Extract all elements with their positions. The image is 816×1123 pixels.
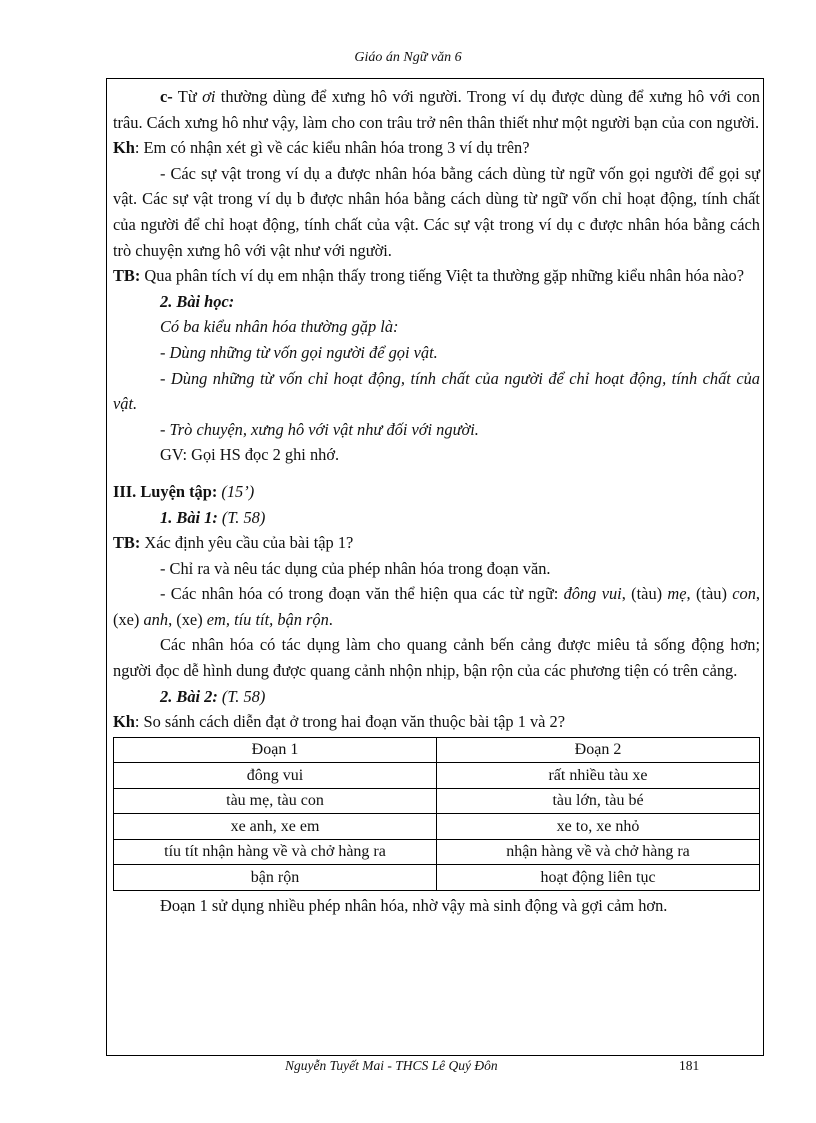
table-row: [114, 814, 760, 840]
teacher-instruction: GV: Gọi HS đọc 2 ghi nhớ.: [160, 445, 340, 465]
question-kh-2: Kh: So sánh cách diễn đạt ở trong hai đoạn văn thuộc bài tập 1 và 2?: [113, 712, 566, 732]
lesson-item-3: - Trò chuyện, xưng hô với vật như đối với người.: [160, 419, 479, 439]
page-header-title: Giáo án Ngữ văn 6: [354, 50, 462, 65]
table-cell: hoạt động liên tục: [437, 865, 760, 891]
lesson-content: [113, 84, 760, 918]
paragraph-c: c- Từ ơi thường dùng để xưng hô với người. Trong ví dụ được dùng để xưng hô với con trâu. Cách xưng hô như vậy, làm cho con trâu trở nên thân thiết như một người bạn của con người.: [113, 87, 761, 132]
table-row: [114, 839, 760, 865]
table-row: [114, 763, 760, 789]
exercise-2-heading: 2. Bài 2: (T. 58): [160, 686, 266, 706]
footer-author: Nguyễn Tuyết Mai - THCS Lê Quý Đôn: [285, 1058, 498, 1073]
lesson-intro: Có ba kiểu nhân hóa thường gặp là:: [160, 317, 399, 337]
table-cell: xe anh, xe em: [114, 814, 437, 840]
exercise-1-effect: Các nhân hóa có tác dụng làm cho quang cảnh bến cảng được miêu tả sống động hơn; người đọc dễ hình dung được quang cảnh nhộn nhịp, bận rộn của các phương tiện có trên cảng.: [113, 635, 760, 681]
table-header-cell: Đoạn 2: [437, 737, 760, 763]
lesson-item-1: - Dùng những từ vốn gọi người để gọi vật.: [160, 342, 438, 362]
table-row: [114, 865, 760, 891]
lesson-item-2: - Dùng những từ vốn chỉ hoạt động, tính chất của người để chỉ hoạt động, tính chất của vật.: [113, 368, 760, 414]
table-row: [114, 788, 760, 814]
table-cell: xe to, xe nhỏ: [437, 814, 760, 840]
table-cell: rất nhiều tàu xe: [437, 763, 760, 789]
table-header-row: [114, 737, 760, 763]
exercise-1-line-1: - Chỉ ra và nêu tác dụng của phép nhân hóa trong đoạn văn.: [160, 558, 551, 578]
table-header-cell: Đoạn 1: [114, 737, 437, 763]
question-tb-1: TB: Qua phân tích ví dụ em nhận thấy trong tiếng Việt ta thường gặp những kiểu nhân hóa nào?: [113, 266, 745, 286]
lesson-heading: 2. Bài học:: [160, 291, 235, 311]
page-number: 181: [679, 1058, 700, 1073]
conclusion: Đoạn 1 sử dụng nhiều phép nhân hóa, nhờ vậy mà sinh động và gợi cảm hơn.: [160, 895, 668, 915]
question-kh-1: Kh: Em có nhận xét gì về các kiểu nhân hóa trong 3 ví dụ trên?: [113, 138, 530, 158]
table-cell: nhận hàng về và chở hàng ra: [437, 839, 760, 865]
table-cell: tíu tít nhận hàng về và chở hàng ra: [114, 839, 437, 865]
question-tb-2: TB: Xác định yêu cầu của bài tập 1?: [113, 533, 354, 553]
comparison-table: [113, 737, 760, 891]
answer-1: - Các sự vật trong ví dụ a được nhân hóa bằng cách dùng từ ngữ vốn gọi người để gọi sự vật. Các sự vật trong ví dụ b được nhân hóa bằng cách dùng từ ngữ vốn chỉ hoạt động, tính chất của người để chỉ hoạt động, tính chất của vật. Các sự vật trong ví dụ c được nhân hóa bằng cách trò chuyện xưng hô với vật như với người.: [113, 163, 760, 260]
table-cell: bận rộn: [114, 865, 437, 891]
exercise-1-line-2: - Các nhân hóa có trong đoạn văn thể hiện qua các từ ngữ: đông vui, (tàu) mẹ, (tàu) con, (xe) anh, (xe) em, tíu tít, bận rộn.: [113, 584, 761, 629]
practice-heading: III. Luyện tập: (15’): [113, 481, 255, 501]
table-cell: tàu mẹ, tàu con: [114, 788, 437, 814]
exercise-1-heading: 1. Bài 1: (T. 58): [160, 507, 266, 527]
table-cell: đông vui: [114, 763, 437, 789]
table-cell: tàu lớn, tàu bé: [437, 788, 760, 814]
